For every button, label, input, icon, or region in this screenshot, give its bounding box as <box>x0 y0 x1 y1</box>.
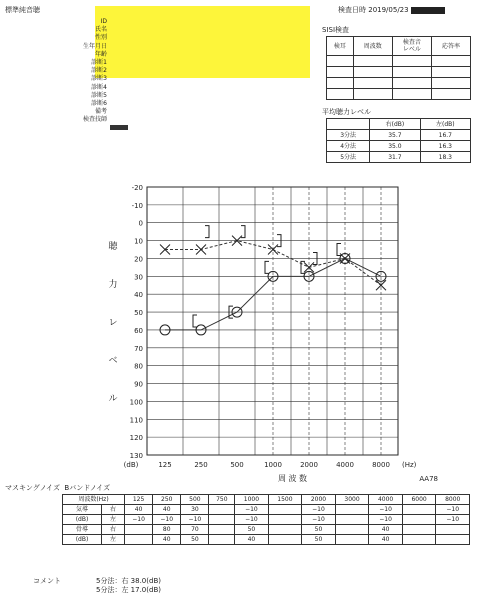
right-bone-marker <box>265 261 269 273</box>
chart-code: AA78 <box>419 475 438 483</box>
y-tick-label: 30 <box>134 273 143 282</box>
y-tick-label: 80 <box>134 362 143 371</box>
mask-group: (dB) <box>63 535 102 545</box>
patient-label: 診断3 <box>91 75 107 83</box>
y-tick-label: 120 <box>129 434 143 443</box>
mask-cell: 50 <box>181 535 209 545</box>
mask-cell: −10 <box>235 505 269 515</box>
sisi-cell <box>392 78 431 89</box>
mask-freq: 8000 <box>436 495 470 505</box>
x-unit-label: (Hz) <box>402 461 417 469</box>
mask-freq: 750 <box>209 495 235 505</box>
sisi-cell <box>353 56 392 67</box>
mask-freq: 4000 <box>369 495 403 505</box>
sisi-cell <box>353 78 392 89</box>
x-tick-label: 4000 <box>336 461 354 469</box>
left-air-marker <box>160 245 170 255</box>
y-tick-label: 100 <box>129 398 143 407</box>
y-unit-label: (dB) <box>123 461 139 469</box>
sisi-table <box>326 36 471 100</box>
sisi-cell <box>327 78 354 89</box>
patient-label: 診断4 <box>91 83 107 91</box>
y-tick-label: 0 <box>138 219 143 228</box>
mask-cell <box>402 525 436 535</box>
mask-freq: 500 <box>181 495 209 505</box>
mask-freq: 2000 <box>302 495 336 505</box>
y-tick-label: -20 <box>131 184 143 192</box>
mask-cell: 50 <box>302 535 336 545</box>
mask-cell: 40 <box>369 535 403 545</box>
mask-side: 左 <box>102 515 125 525</box>
y-tick-label: 10 <box>134 237 143 246</box>
y-axis-label: 聴 <box>108 242 118 252</box>
mask-cell: 40 <box>153 535 181 545</box>
mask-freq: 6000 <box>402 495 436 505</box>
mask-cell: 30 <box>181 505 209 515</box>
patient-label: 診断1 <box>91 59 107 67</box>
plot-frame <box>147 187 398 455</box>
avg-cell: 3分法 <box>327 130 370 141</box>
mask-group: 骨導 <box>63 525 102 535</box>
patient-label: 診断2 <box>91 67 107 75</box>
sisi-cell <box>392 56 431 67</box>
report-title: 標準純音聴 <box>5 6 40 14</box>
sisi-cell <box>392 89 431 100</box>
x-tick-label: 2000 <box>300 461 318 469</box>
mask-cell <box>209 535 235 545</box>
avg-header: 右(dB) <box>370 119 420 130</box>
mask-cell: 50 <box>235 525 269 535</box>
mask-freq: 125 <box>125 495 153 505</box>
avg-title: 平均聴力レベル <box>322 108 371 116</box>
mask-cell <box>268 525 302 535</box>
sisi-cell <box>327 67 354 78</box>
avg-cell: 16.3 <box>420 141 470 152</box>
technician-redaction <box>110 125 128 130</box>
patient-label: 検査技師 <box>82 116 107 124</box>
y-axis-label: レ <box>108 318 118 328</box>
patient-label: 氏名 <box>94 26 107 34</box>
patient-label: 年齢 <box>94 50 107 58</box>
avg-cell: 4分法 <box>327 141 370 152</box>
avg-cell: 16.7 <box>420 130 470 141</box>
mask-cell: −10 <box>181 515 209 525</box>
mask-cell <box>268 515 302 525</box>
sisi-cell <box>327 89 354 100</box>
mask-cell: 40 <box>125 505 153 515</box>
sisi-cell <box>431 67 470 78</box>
mask-cell <box>209 515 235 525</box>
comment-line-2: 5分法：左 17.0(dB) <box>96 586 161 594</box>
sisi-title: SISI検査 <box>322 26 350 34</box>
avg-cell: 35.7 <box>370 130 420 141</box>
x-tick-label: 8000 <box>372 461 390 469</box>
patient-label: 備考 <box>94 108 107 116</box>
audiogram-chart <box>0 175 480 487</box>
patient-label: 診断6 <box>91 100 107 108</box>
mask-cell: −10 <box>302 515 336 525</box>
avg-cell: 31.7 <box>370 152 420 163</box>
mask-cell <box>268 505 302 515</box>
y-tick-label: -10 <box>131 201 143 210</box>
sisi-cell <box>431 78 470 89</box>
mask-side: 右 <box>102 505 125 515</box>
sisi-header: 検耳 <box>327 37 354 56</box>
avg-cell: 35.0 <box>370 141 420 152</box>
x-tick-label: 125 <box>158 461 172 469</box>
mask-freq: 3000 <box>335 495 369 505</box>
mask-cell <box>125 525 153 535</box>
avg-cell: 18.3 <box>420 152 470 163</box>
sisi-header: 周波数 <box>353 37 392 56</box>
comment-label: コメント <box>33 577 61 585</box>
mask-cell: −10 <box>125 515 153 525</box>
y-tick-label: 110 <box>129 416 143 425</box>
mask-cell <box>335 515 369 525</box>
mask-cell: −10 <box>153 515 181 525</box>
mask-cell <box>125 535 153 545</box>
y-axis-label: ベ <box>108 356 118 366</box>
mask-freq: 1500 <box>268 495 302 505</box>
avg-header <box>327 119 370 130</box>
y-tick-label: 70 <box>134 344 143 353</box>
patient-label: 診断5 <box>91 91 107 99</box>
patient-labels <box>52 18 107 125</box>
mask-group: 気導 <box>63 505 102 515</box>
mask-cell: −10 <box>369 505 403 515</box>
y-tick-label: 40 <box>134 291 143 300</box>
mask-cell <box>402 535 436 545</box>
y-axis-label: ル <box>108 394 118 404</box>
avg-cell: 5分法 <box>327 152 370 163</box>
mask-cell <box>335 535 369 545</box>
x-axis-label: 周 波 数 <box>277 474 308 483</box>
mask-cell: 40 <box>369 525 403 535</box>
mask-cell <box>335 525 369 535</box>
mask-cell <box>209 525 235 535</box>
mask-cell <box>402 505 436 515</box>
mask-cell <box>209 505 235 515</box>
y-tick-label: 130 <box>129 452 143 460</box>
mask-cell: 70 <box>181 525 209 535</box>
exam-date: 検査日時 2019/05/23 <box>338 6 445 14</box>
y-tick-label: 50 <box>134 309 143 318</box>
mask-side: 左 <box>102 535 125 545</box>
sisi-cell <box>431 89 470 100</box>
mask-cell <box>436 535 470 545</box>
mask-freq: 250 <box>153 495 181 505</box>
mask-cell: 50 <box>302 525 336 535</box>
patient-label: ID <box>100 18 107 25</box>
y-axis-label: 力 <box>108 280 118 290</box>
mask-cell: −10 <box>436 515 470 525</box>
patient-label: 性別 <box>94 34 107 42</box>
mask-cell: 80 <box>153 525 181 535</box>
sisi-cell <box>353 67 392 78</box>
mask-cell: −10 <box>235 515 269 525</box>
left-bone-marker <box>205 226 209 238</box>
mask-cell <box>335 505 369 515</box>
x-tick-label: 250 <box>194 461 208 469</box>
y-tick-label: 20 <box>134 255 143 264</box>
x-tick-label: 500 <box>230 461 244 469</box>
sisi-cell <box>431 56 470 67</box>
sisi-cell <box>392 67 431 78</box>
sisi-cell <box>353 89 392 100</box>
comment-line-1: 5分法：右 38.0(dB) <box>96 577 161 585</box>
avg-table <box>326 118 471 163</box>
mask-cell <box>268 535 302 545</box>
mask-cell: −10 <box>369 515 403 525</box>
mask-group: (dB) <box>63 515 102 525</box>
sisi-header: 検査音 レベル <box>392 37 431 56</box>
patient-label: 生年月日 <box>82 42 107 50</box>
mask-cell: −10 <box>302 505 336 515</box>
sisi-header: 応答率 <box>431 37 470 56</box>
masking-title: マスキングノイズ Bバンドノイズ <box>5 484 111 492</box>
sisi-cell <box>327 56 354 67</box>
mask-side: 右 <box>102 525 125 535</box>
mask-cell <box>436 525 470 535</box>
mask-freq-label: 周波数(Hz) <box>63 495 125 505</box>
y-tick-label: 60 <box>134 326 143 335</box>
mask-cell: −10 <box>436 505 470 515</box>
y-tick-label: 90 <box>134 380 143 389</box>
right-bone-marker <box>193 315 197 327</box>
x-tick-label: 1000 <box>264 461 282 469</box>
avg-header: 左(dB) <box>420 119 470 130</box>
mask-cell: 40 <box>235 535 269 545</box>
redaction-highlight <box>95 6 310 78</box>
mask-cell <box>402 515 436 525</box>
mask-freq: 1000 <box>235 495 269 505</box>
mask-cell: 40 <box>153 505 181 515</box>
masking-table <box>62 494 470 545</box>
